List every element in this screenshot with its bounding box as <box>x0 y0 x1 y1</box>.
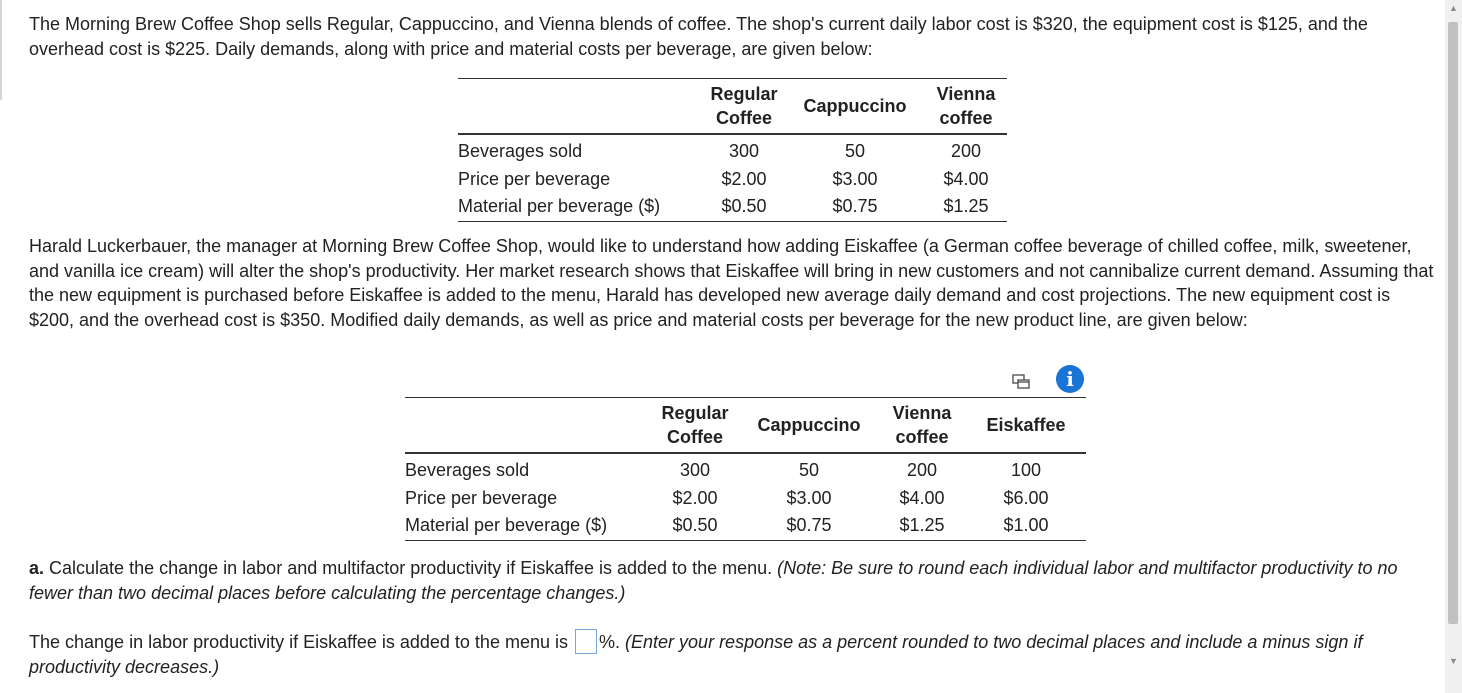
answer-prompt: The change in labor productivity if Eiskaffee is added to the menu is <box>29 632 568 652</box>
table-cell: 300 <box>728 141 760 161</box>
row-label: Price per beverage <box>405 487 558 508</box>
table-cell: $2.00 <box>672 487 718 508</box>
row-label: Price per beverage <box>458 168 611 189</box>
info-icon[interactable]: i <box>1056 365 1084 393</box>
part-a-question <box>29 556 1437 605</box>
row-label: Beverages sold <box>458 141 583 161</box>
table-cell: $0.50 <box>721 196 767 216</box>
table-cell: $4.00 <box>943 168 989 189</box>
col-header-cappuccino: Cappuccino <box>757 415 861 435</box>
table-header-row <box>405 398 1086 454</box>
col-header-vienna: Vienna coffee <box>892 403 952 447</box>
row-label: Material per beverage ($) <box>458 196 661 216</box>
table-row <box>458 193 1007 221</box>
table-row <box>458 134 1007 166</box>
scenario-paragraph: Harald Luckerbauer, the manager at Morning Brew Coffee Shop, would like to understand how adding Eiskaffee (a German coffee beverage of chilled coffee, milk, sweetener, and vanilla ice cream) will alter the shop's productivity. Her market research shows that Eiskaffee will bring in new customers and not cannibalize current demand. Assuming that the new equipment is purchased before Eiskaffee is added to the menu, Harald has developed new average daily demand and cost projections. The new equipment cost is $200, and the overhead cost is $350. Modified daily demands, as well as price and material costs per beverage for the new product line, are given below: <box>29 236 1434 330</box>
table-cell: $3.00 <box>786 487 832 508</box>
scroll-down-arrow-icon[interactable]: ▼ <box>1449 656 1458 666</box>
col-header-eiskaffee: Eiskaffee <box>986 415 1066 435</box>
table-cell: 50 <box>844 141 866 161</box>
copy-icon[interactable] <box>1012 372 1030 388</box>
answer-line <box>29 629 1437 679</box>
table-cell: $0.75 <box>786 515 832 535</box>
table-row <box>405 485 1086 513</box>
table-cell: $4.00 <box>899 487 945 508</box>
left-divider <box>0 0 2 100</box>
answer-unit: %. <box>599 632 621 652</box>
scroll-up-arrow-icon[interactable]: ▲ <box>1449 3 1458 13</box>
problem-content <box>29 12 1439 677</box>
part-a-note: (Note: Be sure to round each individual labor and multifactor productivity to no fewer than two decimal places before calculating the percentage changes.) <box>29 558 1398 603</box>
row-label-header <box>458 79 703 135</box>
table-cell: 100 <box>1010 460 1042 480</box>
table-cell: $1.25 <box>899 515 945 535</box>
row-label: Beverages sold <box>405 460 530 480</box>
projected-demand-table <box>405 397 1086 541</box>
table-cell: $3.00 <box>832 168 878 189</box>
table-row <box>405 453 1086 485</box>
col-header-regular: Regular Coffee <box>710 84 778 128</box>
table-tools <box>1012 364 1102 396</box>
current-demand-table <box>458 78 1007 222</box>
table-cell: $0.75 <box>832 196 878 216</box>
table-row <box>405 512 1086 540</box>
table-cell: $1.00 <box>1003 515 1049 535</box>
table-cell: $2.00 <box>721 168 767 189</box>
table-cell: 300 <box>679 460 711 480</box>
col-header-vienna: Vienna coffee <box>936 84 996 128</box>
table-cell: 50 <box>798 460 820 480</box>
vertical-scrollbar[interactable] <box>1445 0 1462 693</box>
scrollbar-thumb[interactable] <box>1448 22 1458 624</box>
table-cell: 200 <box>950 141 982 161</box>
table-cell: 200 <box>906 460 938 480</box>
part-a-text: Calculate the change in labor and multifactor productivity if Eiskaffee is added to the menu. <box>49 558 773 578</box>
row-label-header <box>405 398 650 454</box>
table-cell: $6.00 <box>1003 487 1049 508</box>
part-a-label: a. <box>29 558 45 578</box>
intro-paragraph: The Morning Brew Coffee Shop sells Regular, Cappuccino, and Vienna blends of coffee. The shop's current daily labor cost is $320, the equipment cost is $125, and the overhead cost is $225. Daily demands, along with price and material costs per beverage, are given below: <box>29 14 1368 59</box>
table-header-row <box>458 79 1007 135</box>
col-header-cappuccino: Cappuccino <box>803 96 907 116</box>
table-cell: $0.50 <box>672 515 718 535</box>
labor-productivity-change-input[interactable] <box>575 629 597 654</box>
row-label: Material per beverage ($) <box>405 515 608 535</box>
col-header-regular: Regular Coffee <box>661 403 729 447</box>
answer-instructions: (Enter your response as a percent rounded to two decimal places and include a minus sign if productivity decreases.) <box>29 632 1363 677</box>
table-row <box>458 166 1007 194</box>
table-cell: $1.25 <box>943 196 989 216</box>
